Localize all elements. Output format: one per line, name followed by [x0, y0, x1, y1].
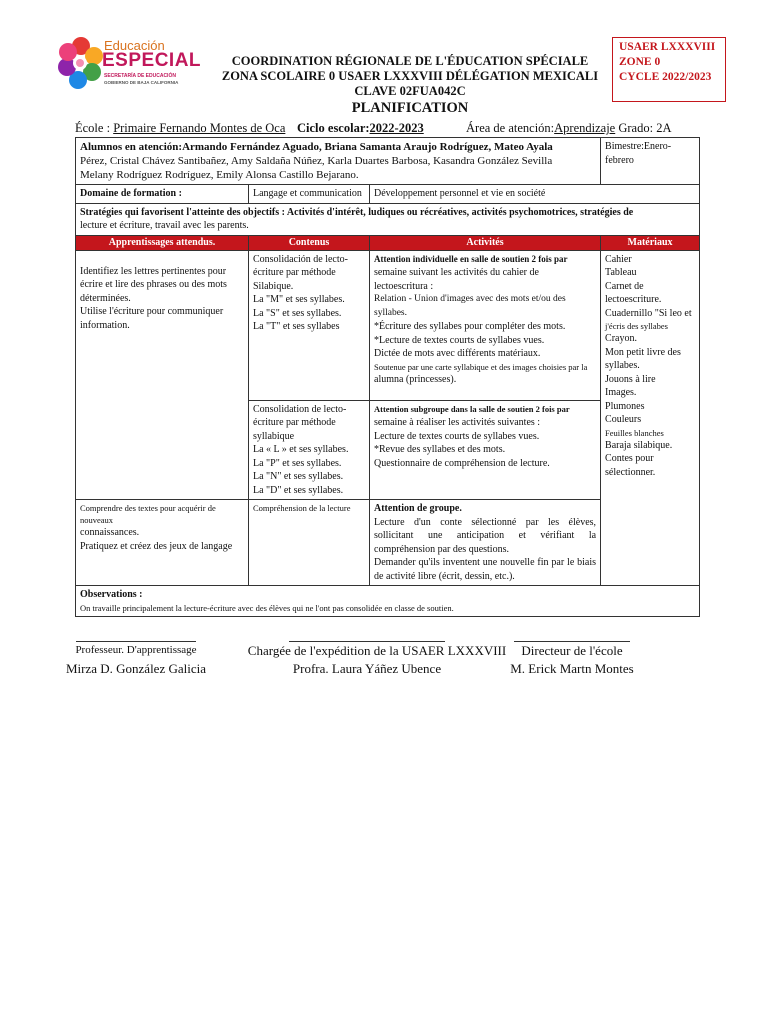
list-item: j'écris des syllabes	[605, 321, 668, 331]
usaer-line1: USAER LXXXVIII	[619, 41, 716, 53]
list-item: Mon petit livre des	[605, 346, 681, 358]
strategies-cell	[76, 203, 700, 235]
list-item: Soutenue par une carte syllabique et des images choisies par la	[374, 361, 588, 372]
list-item: Consolidation de lecto-	[253, 403, 347, 415]
activite-cell-3	[370, 500, 601, 586]
ecole-label: École :	[75, 121, 111, 135]
list-item: connaissances.	[80, 527, 140, 538]
signature-name-1: Mirza D. González Galicia	[65, 661, 207, 676]
list-item: La "T" et ses syllabes	[253, 321, 340, 332]
list-item: Utilise l'écriture pour communiquer	[80, 306, 224, 317]
grado-label: Grado:	[618, 121, 654, 135]
area-field	[466, 121, 671, 136]
list-item: Relation - Union d'images avec des mots et/ou des syllabes.	[374, 294, 566, 318]
ciclo-field	[297, 121, 424, 136]
list-item: Images.	[605, 387, 637, 398]
logo-line1: Educación	[104, 38, 165, 53]
header-line2: ZONA SCOLAIRE 0 USAER LXXXVIII DÉLÉGATION MEXICALI	[221, 69, 599, 83]
activite-text-3: Lecture d'un conte sélectionné par les élèves, sollicitant une anticipation et vérifiant la compréhension par des questions.	[374, 516, 597, 555]
students-label: Alumnos en atención:	[80, 141, 183, 153]
list-item: *Lecture de textes courts de syllabes vues.	[374, 334, 545, 346]
bimestre-cell: Bimestre:Enero-febrero	[601, 138, 700, 185]
ciclo-label: Ciclo escolar:	[297, 121, 370, 135]
students-line2: Pérez, Cristal Chávez Santibañez, Amy Saldaña Núñez, Karla Duartes Barbosa, Kasandra González Sevilla	[80, 155, 553, 167]
area-value: Aprendizaje	[554, 121, 616, 135]
strategies-label: Stratégies qui favorisent l'atteinte des objectifs : Activités d'intérêt, ludiques ou récréatives, activités psychomotrices, stratégies de	[80, 206, 634, 218]
list-item: *Revue des syllabes et des mots.	[374, 444, 506, 455]
students-line3: Melany Rodríguez Rodríguez, Emily Alonsa Castillo Bejarano.	[80, 169, 359, 181]
logo-line2: ESPECIAL	[102, 50, 202, 71]
list-item: Identifiez les lettres pertinentes pour	[80, 265, 227, 277]
students-cell	[76, 138, 601, 185]
strategies-row	[76, 203, 700, 235]
students-row	[76, 138, 700, 185]
list-item: Contes pour	[605, 453, 654, 464]
header-line1: COORDINATION RÉGIONALE DE L'ÉDUCATION SPÉCIALE	[231, 54, 589, 68]
usaer-line2: ZONE 0	[619, 56, 661, 68]
strategies-continuation: lecture et écriture, travail avec les parents.	[80, 220, 249, 231]
list-item: écriture par méthode syllabique	[253, 417, 336, 442]
domain-value2: Développement personnel et vie en société	[370, 185, 700, 204]
table-row	[76, 250, 700, 400]
col-header-activites: Activités	[370, 235, 601, 250]
list-item: déterminées.	[80, 292, 131, 304]
list-item: La "P" et ses syllabes.	[253, 457, 342, 469]
flower-logo-icon	[58, 34, 104, 96]
col-header-contenus: Contenus	[249, 235, 370, 250]
col-header-apprentissages: Apprentissages attendus.	[76, 235, 249, 250]
list-item: Plumones	[605, 400, 645, 412]
list-item: La "D" et ses syllabes.	[253, 484, 344, 496]
list-item: Pratiquez et créez des jeux de langage	[80, 540, 233, 552]
usaer-line3: CYCLE 2022/2023	[619, 71, 712, 83]
page-title: PLANIFICATION	[351, 100, 469, 116]
signature-role-2: Chargée de l'expédition de la USAER LXXXVIII	[247, 643, 507, 658]
list-item: sélectionner.	[605, 466, 656, 478]
list-item: *Écriture des syllabes pour compléter des mots.	[374, 321, 566, 332]
list-item: Feuilles blanches	[605, 427, 664, 438]
list-item: Carnet de	[605, 280, 644, 292]
signature-name-2: Profra. Laura Yáñez Ubence	[292, 661, 442, 676]
list-item: La « L » et ses syllabes.	[253, 444, 349, 455]
list-item: Comprendre des textes pour acquérir de nouveaux	[80, 503, 216, 525]
ecole-value: Primaire Fernando Montes de Oca	[113, 121, 286, 135]
list-item: Crayon.	[605, 333, 637, 344]
contenu-cell-3: Compréhension de la lecture	[249, 500, 370, 586]
list-item: Dictée de mots avec différents matériaux.	[374, 348, 541, 359]
materiaux-cell	[601, 250, 700, 586]
observations-cell	[76, 586, 700, 617]
list-item: Consolidación de lecto-	[253, 253, 348, 265]
apprent-cell-1	[76, 250, 249, 500]
contenu-cell-2	[249, 400, 370, 500]
activite-title-1: Attention individuelle en salle de soutien 2 fois par	[374, 253, 568, 264]
activite-title-2: Attention subgroupe dans la salle de soutien 2 fois par	[374, 403, 570, 414]
header-line3: CLAVE 02FUA042C	[354, 84, 466, 98]
logo-line4: GOBIERNO DE BAJA CALIFORNIA	[104, 80, 179, 85]
ciclo-value: 2022-2023	[369, 121, 424, 135]
list-item: alumna (princesses).	[374, 373, 457, 385]
planning-table	[75, 137, 700, 617]
signature-role-1: Professeur. D'apprentissage	[75, 644, 197, 656]
list-item: Couleurs	[605, 414, 642, 425]
list-item: Cahier	[605, 253, 632, 265]
activite-text-3b: Demander qu'ils inventent une nouvelle fin par le biais de activité libre (écrit, dessin, etc.).	[374, 557, 597, 582]
domain-label: Domaine de formation :	[76, 185, 249, 204]
list-item: Lecture de textes courts de syllabes vues.	[374, 430, 540, 442]
activite-cell-1	[370, 250, 601, 400]
list-item: La "N" et ses syllabes.	[253, 471, 344, 482]
grado-value: 2A	[656, 121, 672, 135]
list-item: La "S" et ses syllabes.	[253, 307, 342, 319]
list-item: écrire et lire des phrases ou des mots	[80, 279, 227, 290]
signature-role-3: Directeur de l'école	[521, 643, 623, 658]
list-item: Questionnaire de compréhension de lecture.	[374, 457, 550, 469]
contenu-cell-1	[249, 250, 370, 400]
area-label: Área de atención:	[466, 121, 555, 135]
signature-name-3: M. Erick Martn Montes	[510, 661, 634, 676]
list-item: Silabique.	[253, 280, 294, 292]
school-field	[75, 121, 285, 136]
col-header-materiaux: Matériaux	[601, 235, 700, 250]
list-item: Cuadernillo "Si leo et	[605, 307, 692, 319]
observations-text: On travaille principalement la lecture-écriture avec des élèves qui ne l'ont pas consolidée en classe de soutien.	[80, 602, 454, 613]
list-item: lectoescritura :	[374, 280, 434, 292]
list-item: semaine à réaliser les activités suivantes :	[374, 417, 541, 428]
observations-label: Observations :	[80, 589, 143, 600]
list-item: Baraja silabique.	[605, 439, 673, 451]
signature-line-2	[289, 641, 445, 642]
observations-row	[76, 586, 700, 617]
signature-line-1	[76, 641, 196, 642]
list-item: écriture par méthode	[253, 267, 336, 278]
activite-cell-2	[370, 400, 601, 500]
logo-line3: SECRETARÍA DE EDUCACIÓN	[104, 73, 176, 79]
signature-line-3	[514, 641, 630, 642]
list-item: syllabes.	[605, 360, 640, 371]
activite-title-3: Attention de groupe.	[374, 503, 462, 514]
list-item: semaine suivant les activités du cahier de	[374, 267, 539, 278]
apprent-cell-3	[76, 500, 249, 586]
domain-value1: Langage et communication	[249, 185, 370, 204]
list-item: La "M" et ses syllabes.	[253, 294, 345, 305]
students-line1: Armando Fernández Aguado, Briana Samanta Araujo Rodríguez, Mateo Ayala	[182, 141, 553, 153]
list-item: Tableau	[605, 267, 637, 278]
list-item: information.	[80, 319, 130, 331]
header-row	[76, 235, 700, 250]
usaer-box	[612, 37, 726, 102]
list-item: lectoescriture.	[605, 294, 662, 305]
domain-row	[76, 185, 700, 204]
list-item: Jouons à lire	[605, 373, 656, 385]
